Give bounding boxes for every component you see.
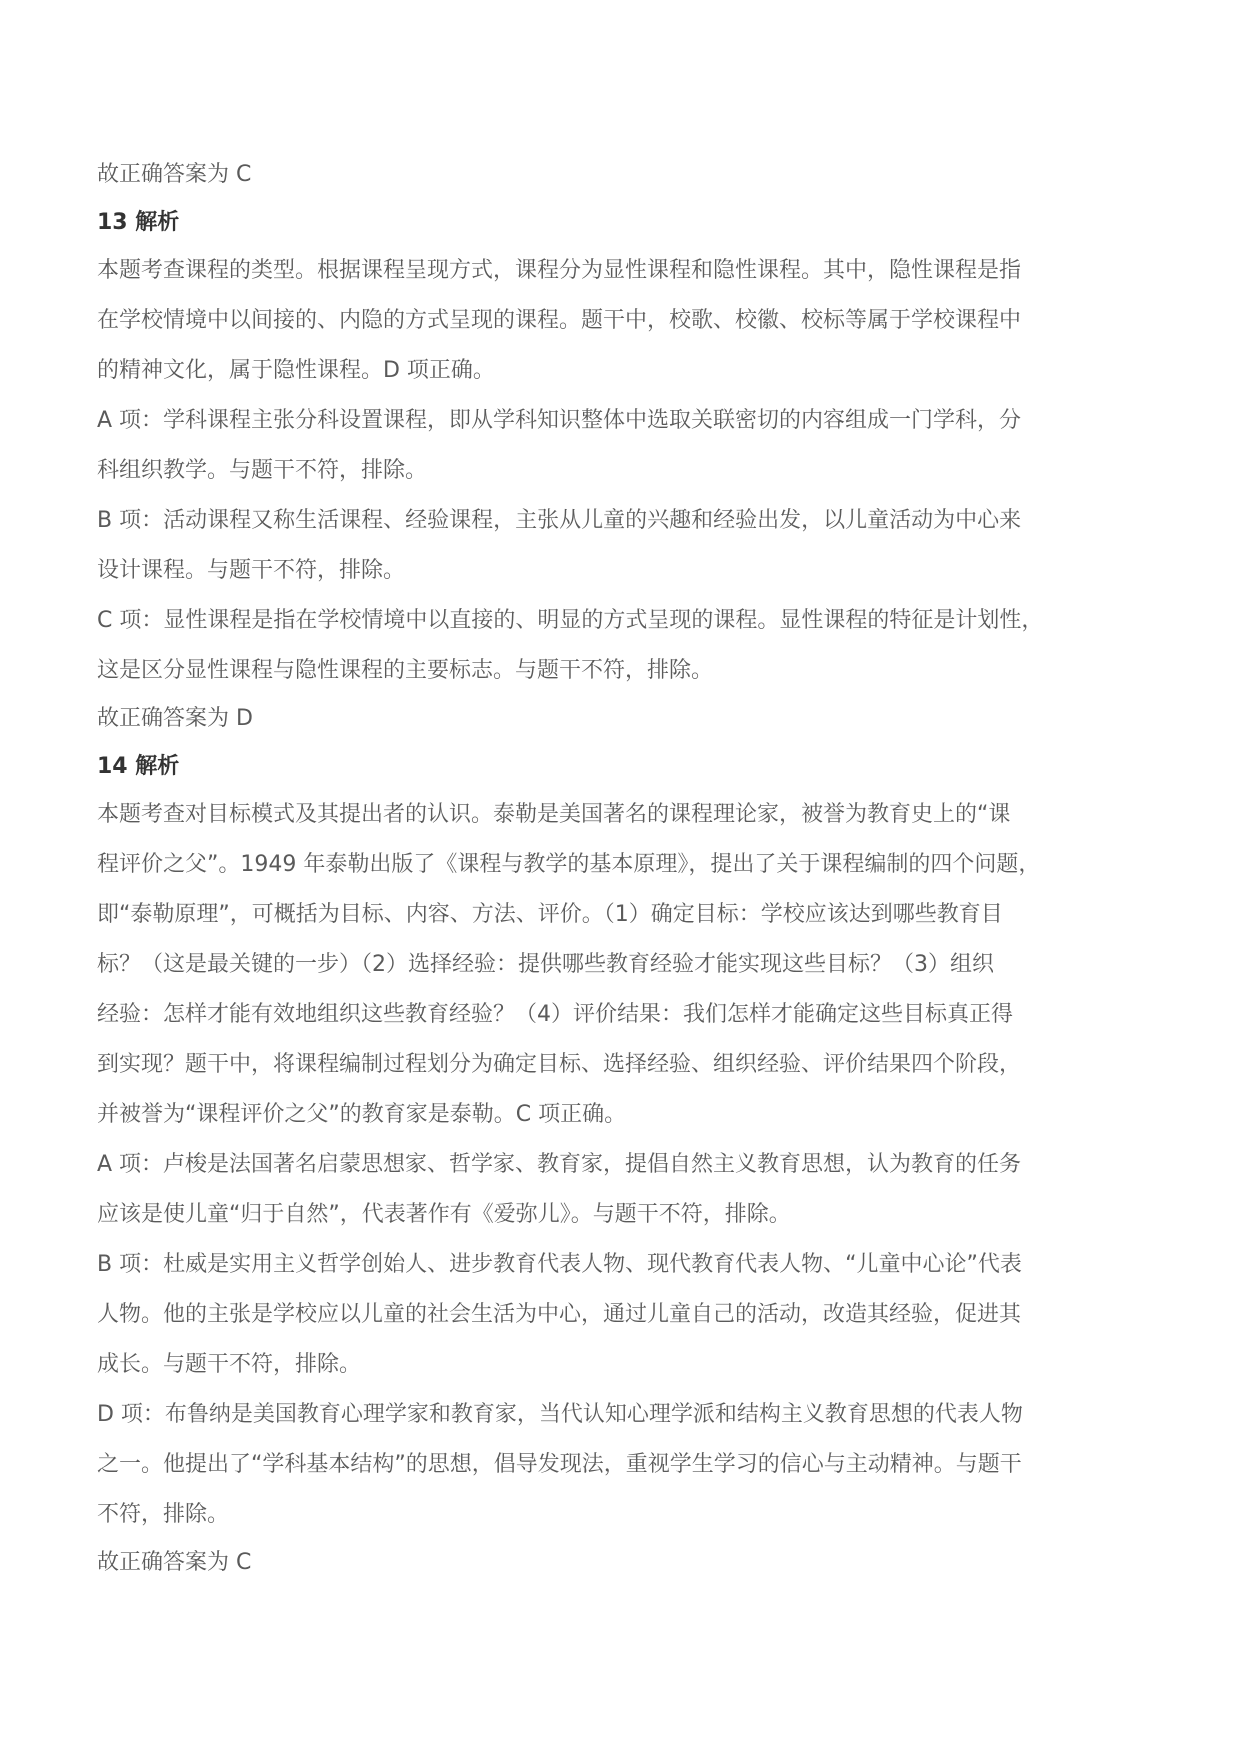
answer-line: 故正确答案为 C bbox=[97, 1550, 252, 1575]
paragraph-13-option-a bbox=[97, 396, 1157, 496]
text-line: D 项：布鲁纳是美国教育心理学家和教育家，当代认知心理学派和结构主义教育思想的代表人物 bbox=[97, 1402, 1023, 1427]
text-line: 不符，排除。 bbox=[97, 1502, 230, 1527]
paragraph-14-intro bbox=[97, 790, 1157, 1140]
text-line: 即“泰勒原理”，可概括为目标、内容、方法、评价。（1）确定目标：学校应该达到哪些教育目 bbox=[97, 902, 1003, 927]
text-line: A 项：卢梭是法国著名启蒙思想家、哲学家、教育家，提倡自然主义教育思想，认为教育的任务 bbox=[97, 1152, 1022, 1177]
answer-line: 故正确答案为 D bbox=[97, 706, 253, 731]
text-line: 到实现？题干中，将课程编制过程划分为确定目标、选择经验、组织经验、评价结果四个阶段， bbox=[97, 1052, 1022, 1077]
text-line: 这是区分显性课程与隐性课程的主要标志。与题干不符，排除。 bbox=[97, 658, 714, 683]
text-line: 人物。他的主张是学校应以儿童的社会生活为中心，通过儿童自己的活动，改造其经验，促进其 bbox=[97, 1302, 1022, 1327]
text-line: 之一。他提出了“学科基本结构”的思想，倡导发现法，重视学生学习的信心与主动精神。与题干 bbox=[97, 1452, 1022, 1477]
text-line: B 项：活动课程又称生活课程、经验课程，主张从儿童的兴趣和经验出发，以儿童活动为中心来 bbox=[97, 508, 1022, 533]
text-line: 本题考查对目标模式及其提出者的认识。泰勒是美国著名的课程理论家，被誉为教育史上的“课 bbox=[97, 802, 1011, 827]
text-line: 标？（这是最关键的一步）（2）选择经验：提供哪些教育经验才能实现这些目标？（3）组织 bbox=[97, 952, 994, 977]
text-line: 的精神文化，属于隐性课程。D 项正确。 bbox=[97, 358, 495, 383]
text-line: 在学校情境中以间接的、内隐的方式呈现的课程。题干中，校歌、校徽、校标等属于学校课程中 bbox=[97, 308, 1022, 333]
section-heading-13: 13 解析 bbox=[97, 210, 180, 235]
paragraph-14-option-a bbox=[97, 1140, 1157, 1240]
paragraph-14-option-b bbox=[97, 1240, 1157, 1390]
paragraph-13-option-c bbox=[97, 596, 1157, 696]
text-line: 科组织教学。与题干不符，排除。 bbox=[97, 458, 428, 483]
answer-line: 故正确答案为 C bbox=[97, 162, 252, 187]
section-heading-14: 14 解析 bbox=[97, 754, 180, 779]
text-line: 经验：怎样才能有效地组织这些教育经验？（4）评价结果：我们怎样才能确定这些目标真正得 bbox=[97, 1002, 1014, 1027]
text-line: 程评价之父”。1949 年泰勒出版了《课程与教学的基本原理》，提出了关于课程编制的四个问题， bbox=[97, 852, 1041, 877]
text-line: 并被誉为“课程评价之父”的教育家是泰勒。C 项正确。 bbox=[97, 1102, 627, 1127]
text-line: 应该是使儿童“归于自然”，代表著作有《爱弥儿》。与题干不符，排除。 bbox=[97, 1202, 791, 1227]
text-line: 本题考查课程的类型。根据课程呈现方式，课程分为显性课程和隐性课程。其中，隐性课程是指 bbox=[97, 258, 1022, 283]
paragraph-13-option-b bbox=[97, 496, 1157, 596]
paragraph-13-intro bbox=[97, 246, 1157, 396]
text-line: A 项：学科课程主张分科设置课程，即从学科知识整体中选取关联密切的内容组成一门学科，分 bbox=[97, 408, 1022, 433]
document-page bbox=[97, 160, 1157, 1578]
paragraph-14-option-d bbox=[97, 1390, 1157, 1540]
text-line: C 项：显性课程是指在学校情境中以直接的、明显的方式呈现的课程。显性课程的特征是计划性， bbox=[97, 608, 1044, 633]
text-line: 成长。与题干不符，排除。 bbox=[97, 1352, 362, 1377]
text-line: 设计课程。与题干不符，排除。 bbox=[97, 558, 406, 583]
text-line: B 项：杜威是实用主义哲学创始人、进步教育代表人物、现代教育代表人物、“儿童中心论”代表 bbox=[97, 1252, 1022, 1277]
